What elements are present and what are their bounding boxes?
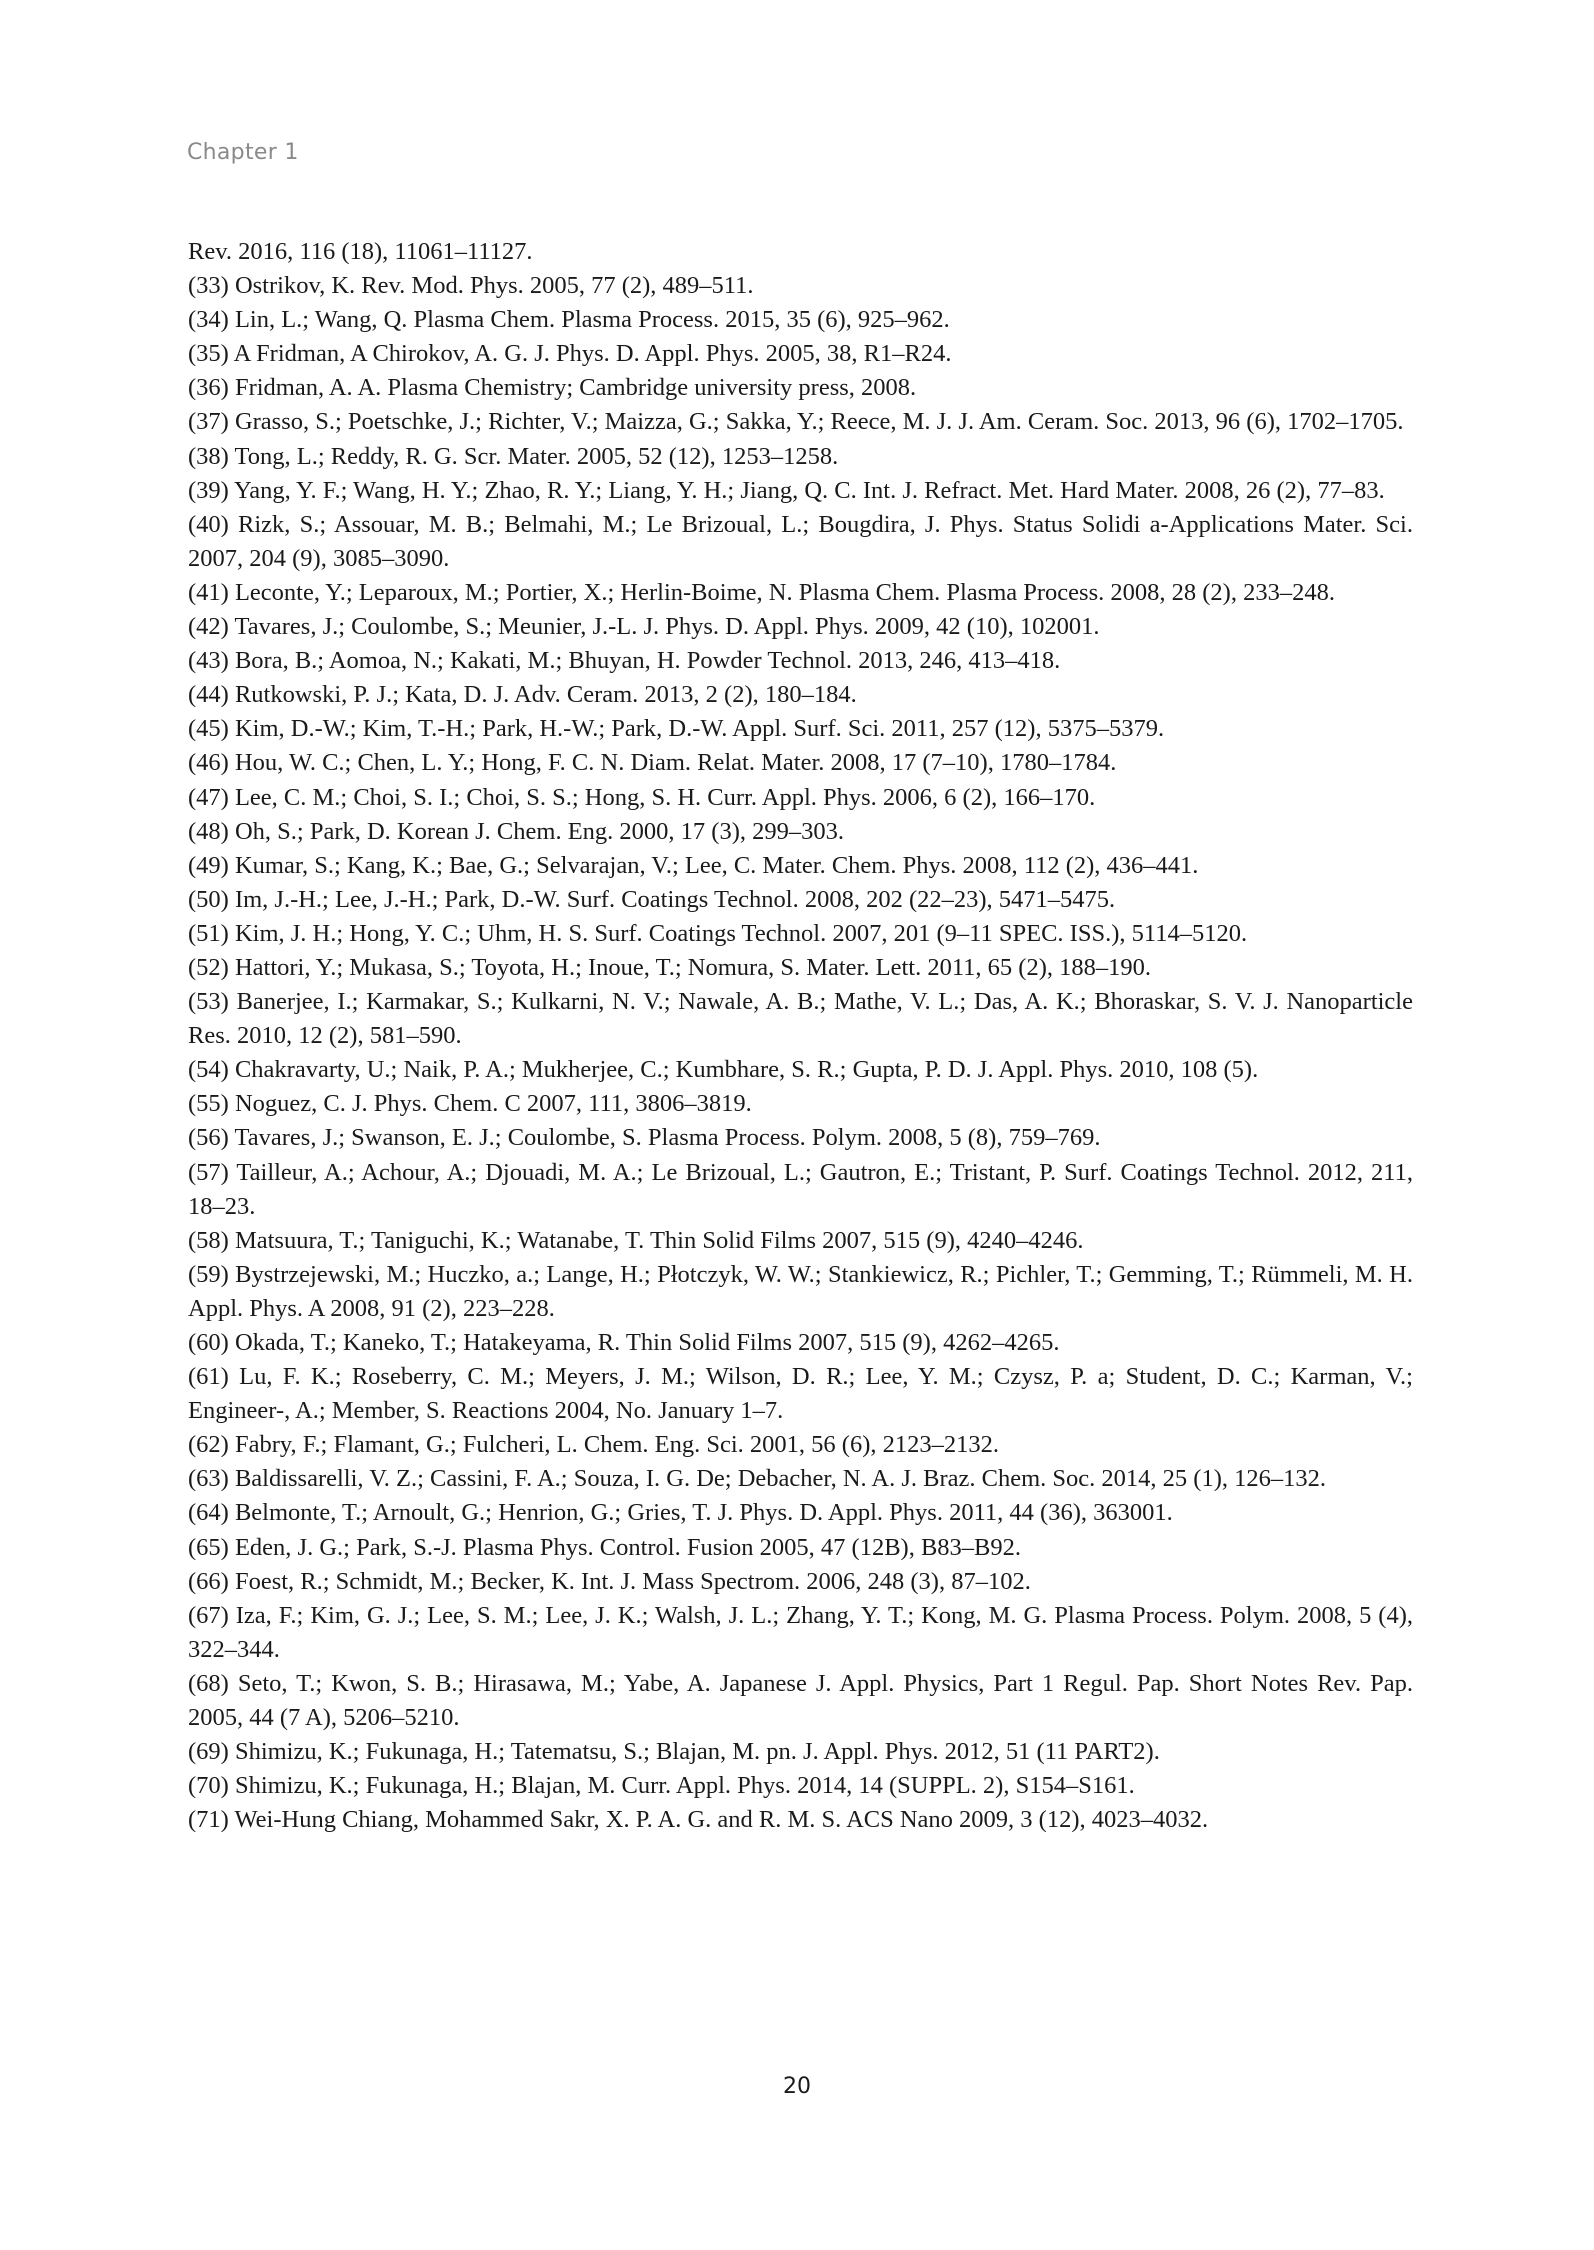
- reference-item: (65) Eden, J. G.; Park, S.-J. Plasma Phys. Control. Fusion 2005, 47 (12B), B83–B92.: [188, 1533, 1022, 1561]
- reference-item: Rev. 2016, 116 (18), 11061–11127.: [188, 238, 533, 265]
- reference-item: (45) Kim, D.-W.; Kim, T.-H.; Park, H.-W.; Park, D.-W. Appl. Surf. Sci. 2011, 257 (12), 5375–5379.: [188, 715, 1165, 743]
- running-header: Chapter 1: [187, 140, 299, 165]
- reference-item: (53) Banerjee, I.; Karmakar, S.; Kulkarni, N. V.; Nawale, A. B.; Mathe, V. L.; Das, A. K.; Bhoraskar, S. V. J. Nanoparticle Res. 2010, 12 (2), 581–590.: [188, 988, 1413, 1050]
- reference-item: (34) Lin, L.; Wang, Q. Plasma Chem. Plasma Process. 2015, 35 (6), 925–962.: [188, 306, 950, 334]
- reference-item: (66) Foest, R.; Schmidt, M.; Becker, K. Int. J. Mass Spectrom. 2006, 248 (3), 87–102.: [188, 1567, 1031, 1595]
- reference-item: (41) Leconte, Y.; Leparoux, M.; Portier, X.; Herlin-Boime, N. Plasma Chem. Plasma Process. 2008, 28 (2), 233–248.: [188, 578, 1335, 606]
- reference-item: (71) Wei-Hung Chiang, Mohammed Sakr, X. P. A. G. and R. M. S. ACS Nano 2009, 3 (12), 4023–4032.: [188, 1806, 1209, 1834]
- reference-item: (44) Rutkowski, P. J.; Kata, D. J. Adv. Ceram. 2013, 2 (2), 180–184.: [188, 681, 857, 709]
- reference-item: (52) Hattori, Y.; Mukasa, S.; Toyota, H.; Inoue, T.; Nomura, S. Mater. Lett. 2011, 65 (2), 188–190.: [188, 953, 1151, 981]
- reference-item: (62) Fabry, F.; Flamant, G.; Fulcheri, L. Chem. Eng. Sci. 2001, 56 (6), 2123–2132.: [188, 1431, 1000, 1459]
- reference-item: (39) Yang, Y. F.; Wang, H. Y.; Zhao, R. Y.; Liang, Y. H.; Jiang, Q. C. Int. J. Refract. Met. Hard Mater. 2008, 26 (2), 77–83.: [188, 476, 1385, 504]
- reference-item: (56) Tavares, J.; Swanson, E. J.; Coulombe, S. Plasma Process. Polym. 2008, 5 (8), 759–769.: [188, 1124, 1101, 1152]
- reference-item: (60) Okada, T.; Kaneko, T.; Hatakeyama, R. Thin Solid Films 2007, 515 (9), 4262–4265.: [188, 1329, 1060, 1356]
- reference-item: (63) Baldissarelli, V. Z.; Cassini, F. A.; Souza, I. G. De; Debacher, N. A. J. Braz. Chem. Soc. 2014, 25 (1), 126–132.: [188, 1465, 1326, 1493]
- reference-item: (50) Im, J.-H.; Lee, J.-H.; Park, D.-W. Surf. Coatings Technol. 2008, 202 (22–23), 5471–5475.: [188, 885, 1116, 913]
- reference-item: (57) Tailleur, A.; Achour, A.; Djouadi, M. A.; Le Brizoual, L.; Gautron, E.; Tristant, P. Surf. Coatings Technol. 2012, 211, 18–23.: [188, 1158, 1413, 1220]
- page-number: 20: [783, 2074, 811, 2099]
- reference-item: (58) Matsuura, T.; Taniguchi, K.; Watanabe, T. Thin Solid Films 2007, 515 (9), 4240–4246.: [188, 1226, 1084, 1254]
- reference-item: (70) Shimizu, K.; Fukunaga, H.; Blajan, M. Curr. Appl. Phys. 2014, 14 (SUPPL. 2), S154–S161.: [188, 1772, 1135, 1800]
- reference-item: (48) Oh, S.; Park, D. Korean J. Chem. Eng. 2000, 17 (3), 299–303.: [188, 817, 844, 845]
- reference-item: (40) Rizk, S.; Assouar, M. B.; Belmahi, M.; Le Brizoual, L.; Bougdira, J. Phys. Status Solidi a-Applications Mater. Sci. 2007, 204 (9), 3085–3090.: [188, 510, 1413, 572]
- reference-item: (61) Lu, F. K.; Roseberry, C. M.; Meyers, J. M.; Wilson, D. R.; Lee, Y. M.; Czysz, P. a; Student, D. C.; Karman, V.; Engineer-, A.; Member, S. Reactions 2004, No. January 1–7.: [188, 1363, 1413, 1425]
- reference-item: (33) Ostrikov, K. Rev. Mod. Phys. 2005, 77 (2), 489–511.: [188, 272, 754, 300]
- reference-item: (51) Kim, J. H.; Hong, Y. C.; Uhm, H. S. Surf. Coatings Technol. 2007, 201 (9–11 SPEC. ISS.), 5114–5120.: [188, 919, 1248, 947]
- reference-item: (38) Tong, L.; Reddy, R. G. Scr. Mater. 2005, 52 (12), 1253–1258.: [188, 442, 839, 470]
- reference-item: (54) Chakravarty, U.; Naik, P. A.; Mukherjee, C.; Kumbhare, S. R.; Gupta, P. D. J. Appl. Phys. 2010, 108 (5).: [188, 1056, 1259, 1084]
- reference-item: (37) Grasso, S.; Poetschke, J.; Richter, V.; Maizza, G.; Sakka, Y.; Reece, M. J. J. Am. Ceram. Soc. 2013, 96 (6), 1702–1705.: [188, 408, 1404, 436]
- reference-item: (43) Bora, B.; Aomoa, N.; Kakati, M.; Bhuyan, H. Powder Technol. 2013, 246, 413–418.: [188, 647, 1061, 675]
- reference-item: (47) Lee, C. M.; Choi, S. I.; Choi, S. S.; Hong, S. H. Curr. Appl. Phys. 2006, 6 (2), 166–170.: [188, 783, 1096, 811]
- reference-item: (64) Belmonte, T.; Arnoult, G.; Henrion, G.; Gries, T. J. Phys. D. Appl. Phys. 2011, 44 (36), 363001.: [188, 1499, 1173, 1527]
- reference-item: (69) Shimizu, K.; Fukunaga, H.; Tatematsu, S.; Blajan, M. pn. J. Appl. Phys. 2012, 51 (11 PART2).: [188, 1738, 1160, 1766]
- reference-item: (55) Noguez, C. J. Phys. Chem. C 2007, 111, 3806–3819.: [188, 1090, 752, 1118]
- reference-item: (67) Iza, F.; Kim, G. J.; Lee, S. M.; Lee, J. K.; Walsh, J. L.; Zhang, Y. T.; Kong, M. G. Plasma Process. Polym. 2008, 5 (4), 322–344.: [188, 1601, 1413, 1663]
- reference-item: (36) Fridman, A. A. Plasma Chemistry; Cambridge university press, 2008.: [188, 374, 917, 402]
- reference-item: (49) Kumar, S.; Kang, K.; Bae, G.; Selvarajan, V.; Lee, C. Mater. Chem. Phys. 2008, 112 (2), 436–441.: [188, 851, 1199, 879]
- reference-item: (35) A Fridman, A Chirokov, A. G. J. Phys. D. Appl. Phys. 2005, 38, R1–R24.: [188, 340, 952, 368]
- reference-item: (42) Tavares, J.; Coulombe, S.; Meunier, J.-L. J. Phys. D. Appl. Phys. 2009, 42 (10), 102001.: [188, 613, 1100, 641]
- reference-item: (46) Hou, W. C.; Chen, L. Y.; Hong, F. C. N. Diam. Relat. Mater. 2008, 17 (7–10), 1780–1784.: [188, 749, 1117, 777]
- reference-item: (59) Bystrzejewski, M.; Huczko, a.; Lange, H.; Płotczyk, W. W.; Stankiewicz, R.; Pichler, T.; Gemming, T.; Rümmeli, M. H. Appl. Phys. A 2008, 91 (2), 223–228.: [188, 1260, 1413, 1322]
- reference-list: [188, 235, 1413, 1837]
- reference-item: (68) Seto, T.; Kwon, S. B.; Hirasawa, M.; Yabe, A. Japanese J. Appl. Physics, Part 1 Regul. Pap. Short Notes Rev. Pap. 2005, 44 (7 A), 5206–5210.: [188, 1669, 1413, 1732]
